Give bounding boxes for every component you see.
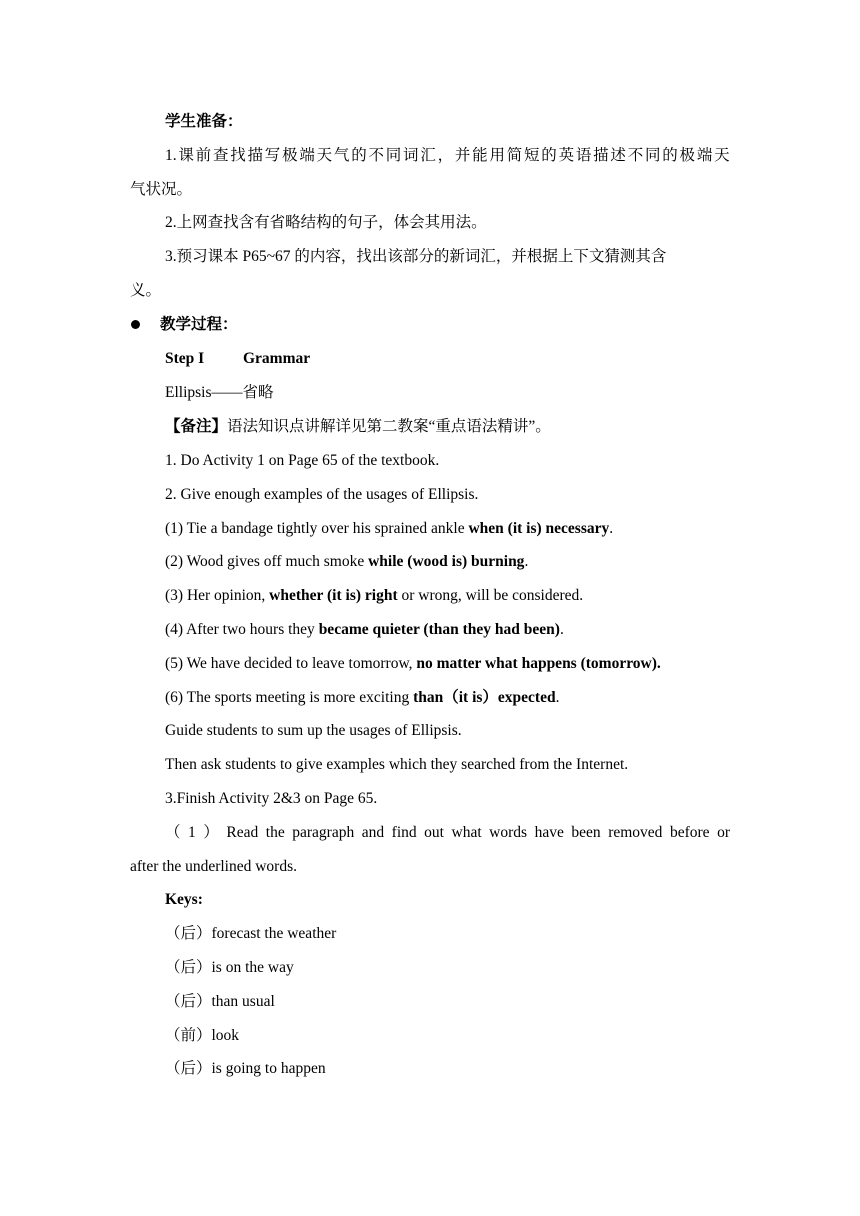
step-label: Step I [165, 350, 205, 367]
example-3: (3) Her opinion, whether (it is) right or wrong, will be considered. [165, 587, 584, 604]
guide-line-2: Then ask students to give examples which they searched from the Internet. [165, 756, 629, 773]
example-6: (6) The sports meeting is more exciting than（it is）expected. [165, 689, 560, 706]
example-5: (5) We have decided to leave tomorrow, no matter what happens (tomorrow). [165, 655, 661, 672]
task-line-1: （ 1 ） Read the paragraph and find out what words have been removed before or [165, 824, 730, 841]
key-item: （后）is going to happen [165, 1060, 326, 1077]
key-item: （后）than usual [165, 993, 275, 1010]
task-line-2: after the underlined words. [130, 858, 297, 875]
activity-3: 3.Finish Activity 2&3 on Page 65. [165, 790, 378, 807]
example-2: (2) Wood gives off much smoke while (wood is) burning. [165, 553, 529, 570]
example-4: (4) After two hours they became quieter (than they had been). [165, 621, 564, 638]
prep-item-3-line-1: 3.预习课本 P65~67 的内容，找出该部分的新词汇，并根据上下文猜测其含 [165, 248, 667, 265]
step-title: Grammar [243, 350, 311, 367]
note-text: 语法知识点讲解详见第二教案“重点语法精讲”。 [227, 418, 551, 435]
note-tag: 【备注】 [165, 418, 228, 435]
key-item: （前）look [165, 1027, 240, 1044]
prep-item-1-line-2: 气状况。 [130, 181, 193, 198]
prep-item-3-line-2: 义。 [130, 282, 162, 299]
key-item: （后）is on the way [165, 959, 294, 976]
ellipsis-title: Ellipsis——省略 [165, 384, 274, 401]
keys-label: Keys: [165, 891, 203, 908]
activity-1: 1. Do Activity 1 on Page 65 of the textbook. [165, 452, 440, 469]
process-heading: 教学过程： [160, 316, 238, 333]
bullet-icon [131, 320, 140, 329]
guide-line-1: Guide students to sum up the usages of Ellipsis. [165, 722, 462, 739]
example-1: (1) Tie a bandage tightly over his sprained ankle when (it is) necessary. [165, 520, 614, 537]
note-line [165, 416, 551, 438]
activity-2: 2. Give enough examples of the usages of Ellipsis. [165, 486, 479, 503]
key-item: （后）forecast the weather [165, 925, 337, 942]
prep-heading: 学生准备： [165, 113, 243, 130]
prep-item-1-line-1: 1. 课 前 查 找 描 写 极 端 天 气 的 不 同 词 汇 ， 并 能 用 简 短 的 英 语 描 述 不 同 的 极 端 天 [165, 147, 730, 164]
prep-item-2: 2.上网查找含有省略结构的句子，体会其用法。 [165, 214, 487, 231]
